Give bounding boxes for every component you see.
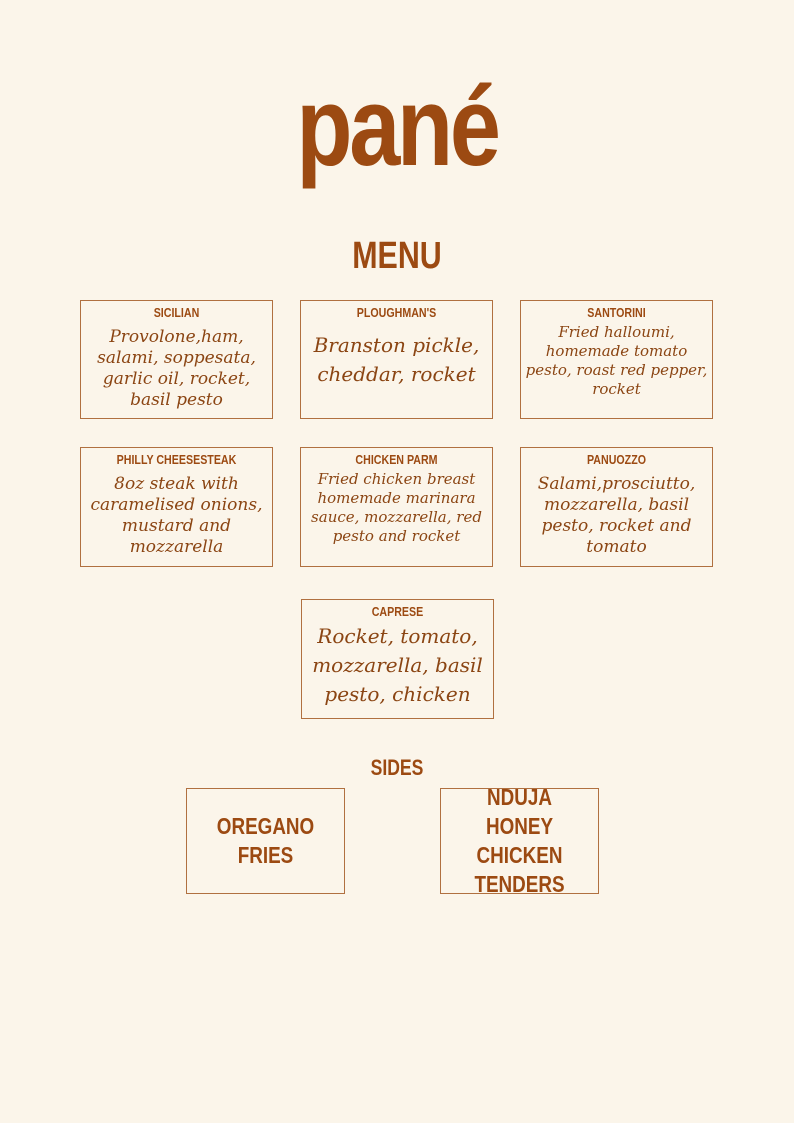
menu-item-caprese	[301, 599, 494, 719]
menu-item-name: CAPRESE	[371, 604, 424, 619]
menu-item-description: Provolone,ham, salami, soppesata, garlic oil, rocket, basil pesto	[97, 327, 256, 410]
menu-item-santorini	[520, 300, 713, 419]
menu-item-description: Rocket, tomato, mozzarella, basil pesto, chicken	[312, 624, 483, 706]
menu-item-name: PHILLY CHEESESTEAK	[116, 452, 237, 467]
side-item-name: NDUJA HONEY CHICKEN TENDERS	[474, 784, 565, 897]
menu-item-description: Branston pickle, cheddar, rocket	[313, 333, 480, 386]
menu-item-description: Salami,prosciutto, mozzarella, basil pesto, rocket and tomato	[537, 474, 696, 557]
side-item-nduja-honey-chicken-tenders	[440, 784, 599, 897]
menu-heading: MENU	[352, 235, 442, 277]
menu-item-sicilian	[80, 300, 273, 419]
brand-logo: pané	[296, 64, 498, 189]
menu-item-panuozzo	[520, 447, 713, 567]
sides-heading: SIDES	[370, 755, 424, 780]
side-item-name: OREGANO FRIES	[216, 813, 315, 868]
menu-item-ploughmans	[300, 300, 493, 419]
menu-item-description: 8oz steak with caramelised onions, mustard and mozzarella	[90, 474, 263, 557]
menu-item-name: CHICKEN PARM	[355, 452, 438, 467]
menu-item-philly-cheesesteak	[80, 447, 273, 567]
menu-item-description: Fried halloumi, homemade tomato pesto, roast red pepper, rocket	[525, 323, 708, 398]
menu-item-name: SICILIAN	[153, 305, 200, 320]
side-item-oregano-fries	[186, 788, 345, 894]
menu-item-name: SANTORINI	[587, 305, 646, 320]
menu-item-description: Fried chicken breast homemade marinara sauce, mozzarella, red pesto and rocket	[311, 470, 482, 545]
menu-item-name: PLOUGHMAN'S	[356, 305, 437, 320]
menu-item-name: PANUOZZO	[586, 452, 647, 467]
menu-item-chicken-parm	[300, 447, 493, 567]
